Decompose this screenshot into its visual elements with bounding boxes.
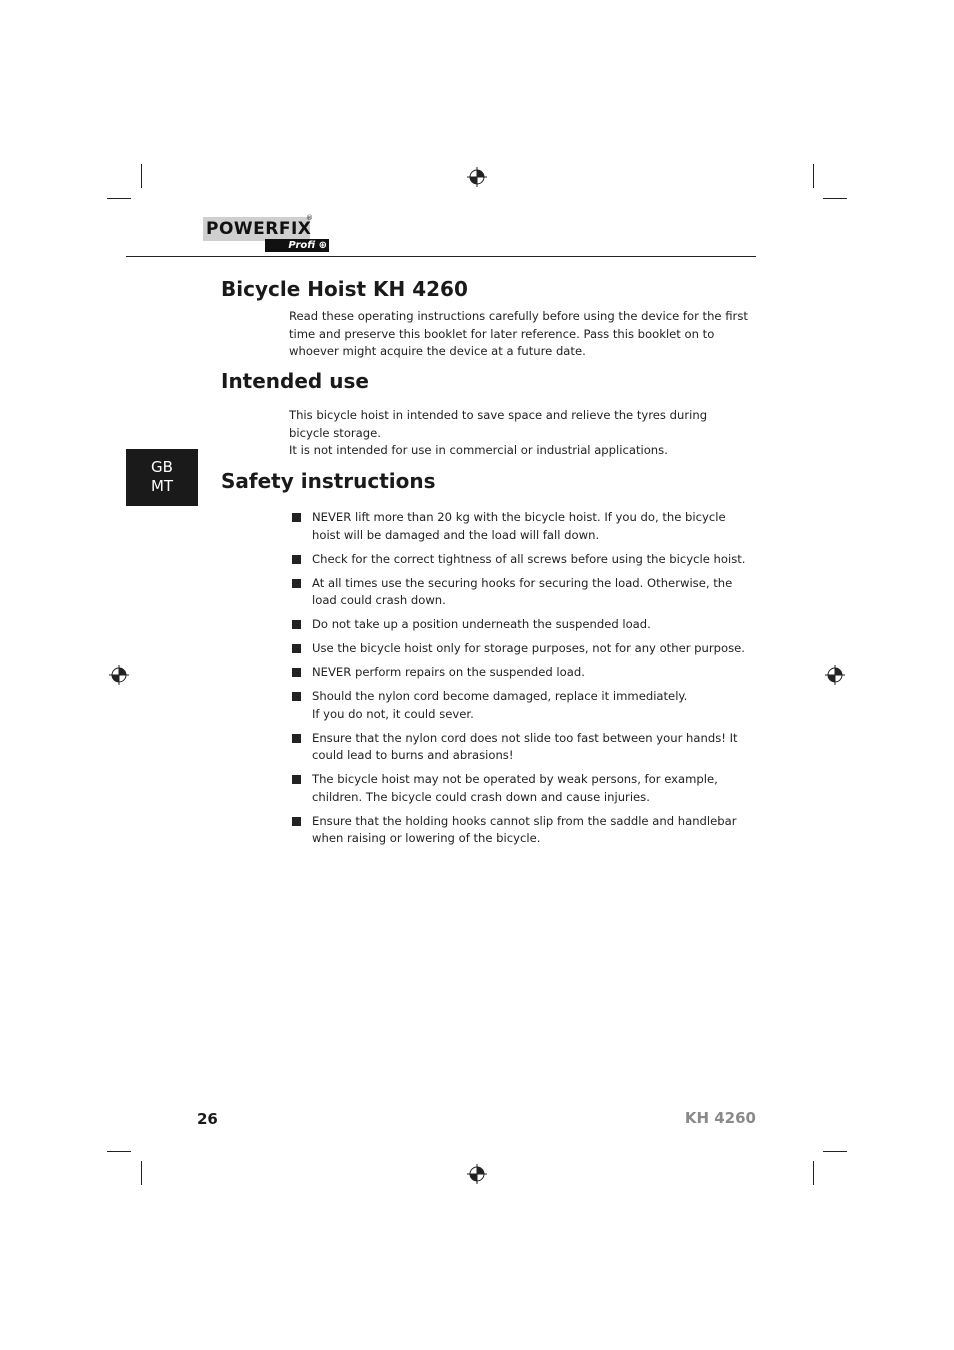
list-item-text: Ensure that the nylon cord does not slide too fast between your hands! It could lead to burns and abrasions! xyxy=(312,730,738,762)
square-bullet-icon xyxy=(292,692,301,701)
list-item xyxy=(292,640,752,658)
list-item xyxy=(292,688,752,723)
square-bullet-icon xyxy=(292,668,301,677)
list-item-text: Check for the correct tightness of all screws before using the bicycle hoist. xyxy=(312,551,746,566)
square-bullet-icon xyxy=(292,555,301,564)
registration-mark-icon xyxy=(109,665,129,685)
brand-sub-label: Profi xyxy=(288,240,316,251)
crop-mark xyxy=(823,1151,847,1152)
list-item-text: Should the nylon cord become damaged, replace it immediately. xyxy=(312,689,688,703)
registered-mark: ® xyxy=(306,214,313,222)
safety-heading: Safety instructions xyxy=(221,469,436,493)
crop-mark xyxy=(107,198,131,199)
brand-sub-logo: Profi ⊕ xyxy=(265,239,329,252)
square-bullet-icon xyxy=(292,775,301,784)
intended-use-paragraph-1: This bicycle hoist in intended to save space and relieve the tyres during bicycle storage. xyxy=(289,408,708,440)
registration-mark-icon xyxy=(467,167,487,187)
square-bullet-icon xyxy=(292,817,301,826)
crop-mark xyxy=(107,1151,131,1152)
intended-use-paragraph-2: It is not intended for use in commercial or industrial applications. xyxy=(289,443,668,457)
crop-mark xyxy=(141,1161,142,1185)
square-bullet-icon xyxy=(292,644,301,653)
list-item xyxy=(292,730,752,765)
list-item-text: The bicycle hoist may not be operated by weak persons, for example, children. The bicycle could crash down and cause injuries. xyxy=(312,772,718,804)
list-item xyxy=(292,509,752,544)
registration-mark-icon xyxy=(467,1164,487,1184)
language-code: GB xyxy=(151,458,173,476)
page-title: Bicycle Hoist KH 4260 xyxy=(221,277,468,301)
list-item xyxy=(292,551,752,569)
crop-mark xyxy=(813,1161,814,1185)
square-bullet-icon xyxy=(292,579,301,588)
list-item-text: NEVER lift more than 20 kg with the bicycle hoist. If you do, the bicycle hoist will be damaged and the load will fall down. xyxy=(312,510,726,542)
brand-logo: POWERFIX xyxy=(203,217,310,241)
list-item xyxy=(292,813,752,848)
crop-mark xyxy=(141,164,142,188)
language-tab xyxy=(126,449,198,506)
list-item-text: Ensure that the holding hooks cannot slip from the saddle and handlebar when raising or lowering of the bicycle. xyxy=(312,813,737,845)
list-item-text: NEVER perform repairs on the suspended load. xyxy=(312,665,585,679)
list-item-text: Use the bicycle hoist only for storage purposes, not for any other purpose. xyxy=(312,641,745,655)
crop-mark xyxy=(813,164,814,188)
list-item xyxy=(292,575,752,610)
list-item-text: At all times use the securing hooks for securing the load. Otherwise, the load could crash down. xyxy=(312,575,733,607)
registration-mark-icon xyxy=(825,665,845,685)
language-code: MT xyxy=(150,477,174,495)
list-item-text-continued: If you do not, it could sever. xyxy=(312,706,474,721)
square-bullet-icon xyxy=(292,734,301,743)
square-bullet-icon xyxy=(292,620,301,629)
list-item xyxy=(292,771,752,806)
list-item-text: Do not take up a position underneath the suspended load. xyxy=(312,617,651,631)
footer-model: KH 4260 xyxy=(684,1109,756,1127)
intended-use-heading: Intended use xyxy=(221,369,369,393)
page-number: 26 xyxy=(197,1110,218,1128)
square-bullet-icon xyxy=(292,513,301,522)
list-item xyxy=(292,616,752,634)
crop-mark xyxy=(823,198,847,199)
intro-paragraph: Read these operating instructions carefully before using the device for the first time and preserve this booklet for later reference. Pass this booklet on to whoever might acquire the device at a future date. xyxy=(289,309,748,358)
header-rule xyxy=(126,256,756,257)
list-item xyxy=(292,664,752,682)
safety-list xyxy=(292,509,752,854)
